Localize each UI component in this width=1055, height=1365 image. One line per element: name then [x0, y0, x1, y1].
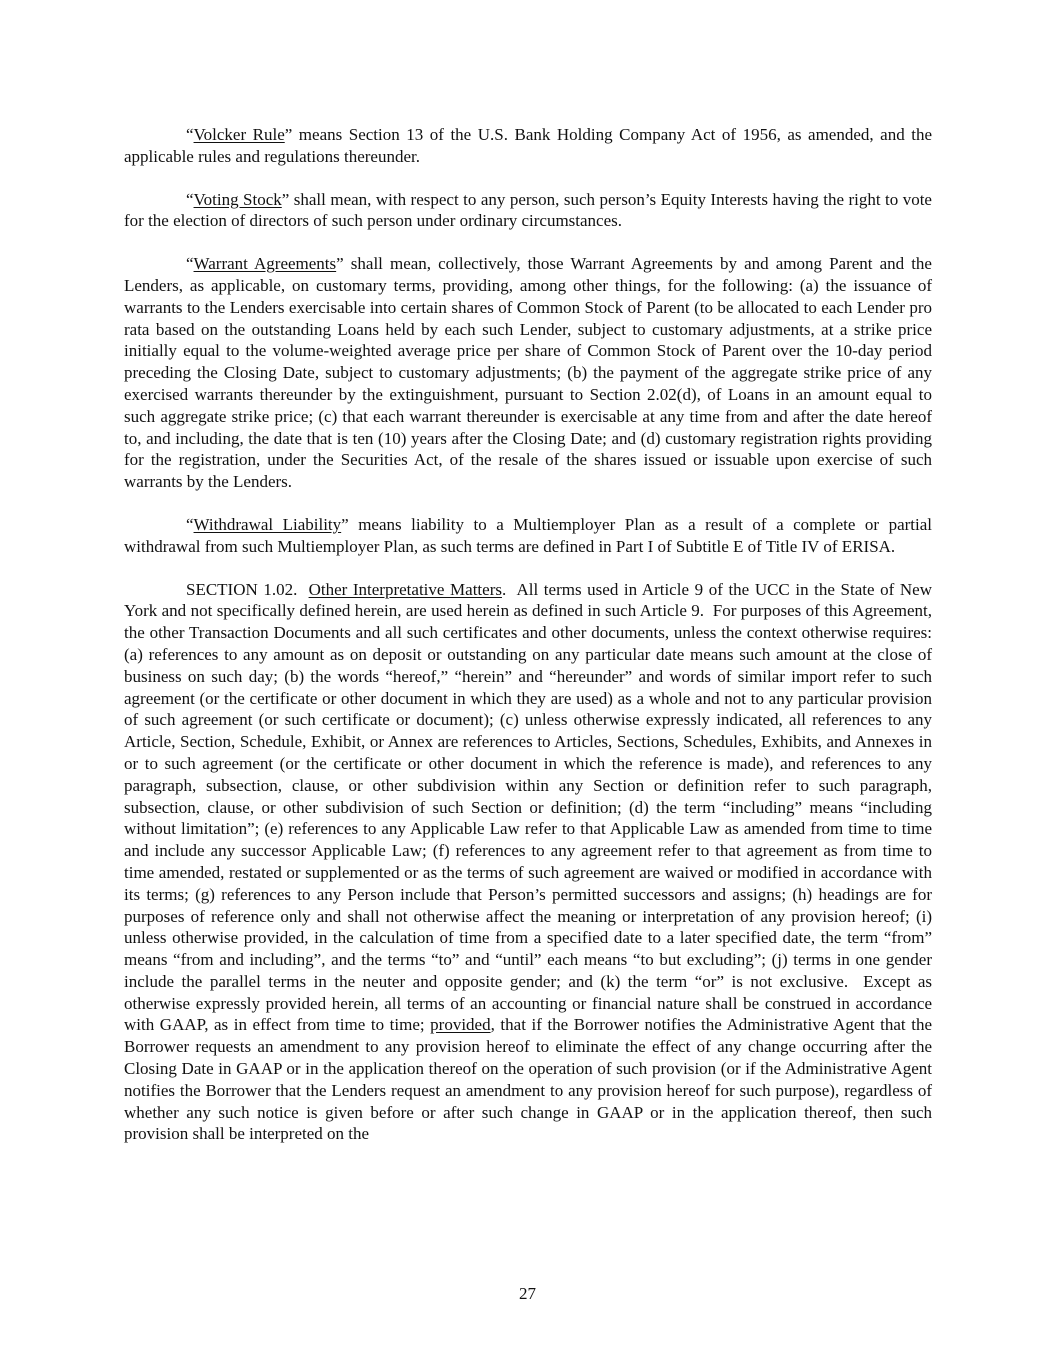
- defined-term-warrant-agreements: Warrant Agreements: [193, 254, 337, 274]
- section-1-02: [124, 579, 937, 1146]
- definition-withdrawal-liability: [124, 514, 932, 558]
- definition-text: shall mean, collectively, those Warrant Agreements by and among Parent and the Lenders, as applicable, on customary terms, providing, among other things, for the following: (a) the issuance of warrants to the Lenders exercisable into certain shares of Common Stock of Parent (to be allocated to each Lender pro rata based on the outstanding Loans held by each such Lender, subject to customary adjustments, at a strike price initially equal to the volume-weighted average price per share of Common Stock of Parent over the 10-day period preceding the Closing Date, subject to customary adjustments; (b) the payment of the aggregate strike price of any exercised warrants thereunder by the extinguishment, pursuant to Section 2.02(d), of Loans in an amount equal to such aggregate strike price; (c) that each warrant thereunder is exercisable at any time from and after the date hereof to, and including, the date that is ten (10) years after the Closing Date; and (d) customary registration rights providing for the registration, under the Securities Act, of the resale of the shares issued or issuable upon exercise of such warrants by the Lenders.: [124, 254, 932, 492]
- section-text-after: , that if the Borrower notifies the Administrative Agent that the Borrower requests an amendment to any provision hereof to eliminate the effect of any change occurring after the Closing Date in GAAP or in the application thereof on the operation of such provision (or if the Administrative Agent notifies the Borrower that the Lenders request an amendment to any provision hereof for such purpose), regardless of whether any such notice is given before or after such change in GAAP or in the application thereof, then such provision shall be interpreted on the: [124, 1015, 932, 1144]
- close-quote: ”: [336, 254, 344, 274]
- close-quote: ”: [284, 125, 293, 144]
- defined-term-withdrawal-liability: Withdrawal Liability: [193, 514, 342, 534]
- definition-text: shall mean, with respect to any person, such person’s Equity Interests having the right to vote for the election of directors of such person under ordinary circumstances.: [124, 189, 932, 231]
- page-number: 27: [519, 1284, 536, 1303]
- section-text-before: . All terms used in Article 9 of the UCC in the State of New York and not specifically defined herein, are used herein as defined in such Article 9. For purposes of this Agreement, the other Transaction Documents and all such certificates and other documents, unless the context otherwise requires: (a) references to any amount as on deposit or outstanding on any particular date means such amount at the close of business on such day; (b) the words “hereof,” “herein” and “hereunder” and words of similar import refer to such agreement (or the certificate or other document in which they are used) as a whole and not to any particular provision of such agreement (or such certificate or document); (c) unless otherwise expressly indicated, all references to any Article, Section, Schedule, Exhibit, or Annex are references to Articles, Sections, Schedules, Exhibits, and Annexes in or to such agreement (or the certificate or other document in which the reference is made), and references to any paragraph, subsection, clause, or other subdivision within any Section or definition refer to such paragraph, subsection, clause, or other subdivision of such Section or definition; (d) the term “including” means “including without limitation”; (e) references to any Applicable Law refer to that Applicable Law as amended from time to time and include any successor Applicable Law; (f) references to any agreement refer to that agreement as from time to time amended, restated or supplemented or as the terms of such agreement are waived or modified in accordance with its terms; (g) references to any Person include that Person’s permitted successors and assigns; (h) headings are for purposes of reference only and shall not otherwise affect the meaning or interpretation of any provision hereof; (i) unless otherwise provided, in the calculation of time from a specified date to a later specified date, the term “from” means “from and including”, and the terms “to” and “until” each means “to but excluding”; (j) terms in one gender include the parallel terms in the neuter and opposite gender; and (k) the term “or” is not exclusive. Except as otherwise expressly provided herein, all terms of an accounting or financial nature shall be construed in accordance with GAAP, as in effect from time to time;: [124, 579, 937, 1035]
- section-proviso: provided: [430, 1015, 491, 1035]
- open-quote: “: [186, 514, 194, 534]
- defined-term-voting-stock: Voting Stock: [193, 189, 282, 209]
- open-quote: “: [186, 125, 194, 144]
- defined-term-volcker-rule: Volcker Rule: [193, 125, 285, 144]
- definition-text: means Section 13 of the U.S. Bank Holding Company Act of 1956, as amended, and the applicable rules and regulations thereunder.: [124, 125, 932, 166]
- close-quote: ”: [281, 189, 290, 209]
- definition-voting-stock: [124, 189, 932, 233]
- section-number: SECTION 1.02.: [186, 579, 309, 599]
- section-title: Other Interpretative Matters: [308, 579, 502, 599]
- definition-warrant-agreements: [124, 253, 932, 493]
- open-quote: “: [186, 189, 194, 209]
- document-page: [124, 124, 937, 1166]
- close-quote: ”: [341, 514, 349, 534]
- definition-text: means liability to a Multiemployer Plan as a result of a complete or partial withdrawal from such Multiemployer Plan, as such terms are defined in Part I of Subtitle E of Title IV of ERISA.: [124, 514, 933, 556]
- definition-volcker-rule: [124, 124, 932, 168]
- open-quote: “: [186, 254, 194, 274]
